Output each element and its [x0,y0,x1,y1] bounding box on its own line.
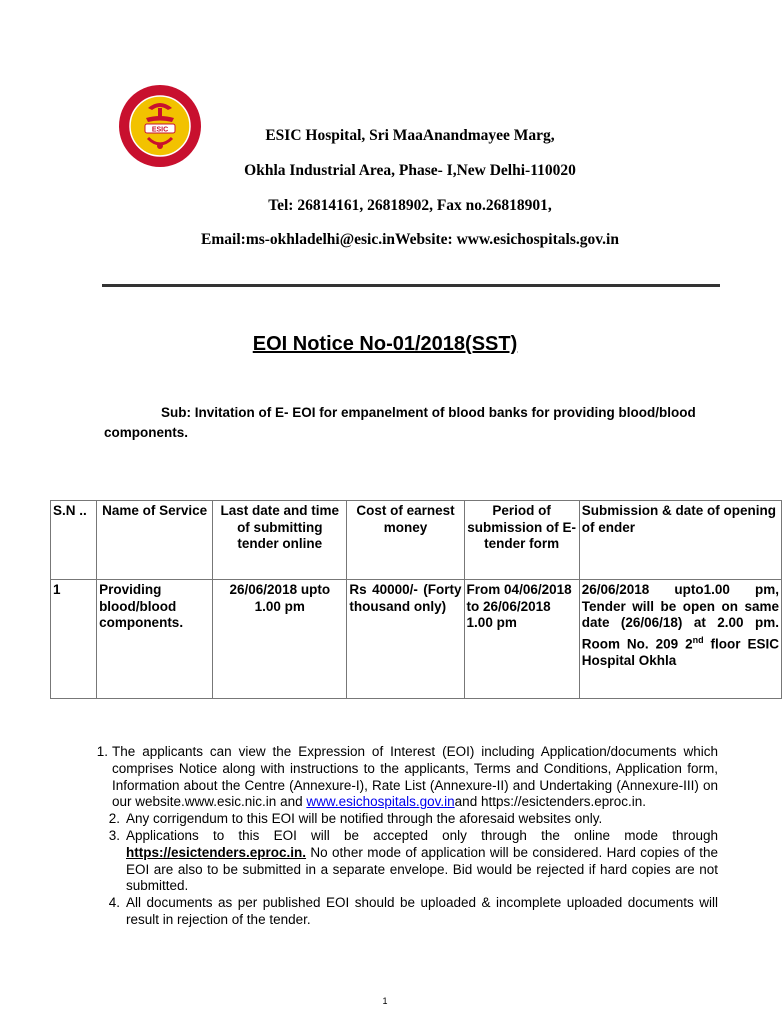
header-phone-line: Tel: 26814161, 26818902, Fax no.26818901, [268,197,552,214]
submission-text-pre: 26/06/2018 upto1.00 pm, Tender will be open on same date (26/06/18) at 2.00 pm. Room No. 209 2 [581,582,779,651]
list-item-text: Applications to this EOI will be accepted only through the online mode through [126,827,718,843]
list-item-text: Any corrigendum to this EOI will be notified through the aforesaid websites only. [126,811,603,827]
header-email-website-line: Email:ms-okhladelhi@esic.inWebsite: www.esichospitals.gov.in [201,231,619,248]
logo-text: ESIC [151,126,169,134]
table-cell-period: From 04/06/2018 to 26/06/2018 1.00 pm [464,580,579,699]
list-item [80,895,718,929]
list-item-text: All documents as per published EOI should be uploaded & incomplete uploaded documents will result in rejection of the tender. [126,895,718,927]
list-item-number: 3. [108,827,120,843]
list-item-text: The applicants can view the Expression of Interest (EOI) including Application/documents which comprises Notice along with instructions to the applicants, Terms and Conditions, Application form, Information about the Centre (Annexure-I), Rate List (Annexure-II) and Undertaking (Annexure-III) on our website.www.esic.nic.in and [112,744,718,810]
list-item-text: No other mode of application will be considered. Hard copies of the EOI are also to be submitted in a separate envelope. Bid would be rejected if hard copies are not submitted. [126,844,718,894]
table-cell-cost: Rs 40000/- (Forty thousand only) [347,580,464,699]
instructions-list [80,744,718,929]
esichospitals-link[interactable]: www.esichospitals.gov.in [306,794,455,810]
table-cell-submission [579,580,781,699]
esictenders-link[interactable]: https://esictenders.eproc.in. [126,844,307,860]
table-header-cell: S.N .. [51,501,97,580]
submission-superscript: nd [692,634,704,645]
list-item-text: and https://esictenders.eproc.in. [454,794,647,810]
list-item-number: 4. [108,895,120,911]
list-item-number: 1. [96,744,108,759]
table-header-cell: Last date and time of submitting tender online [213,501,347,580]
subject-line [104,403,704,443]
table-header-cell: Cost of earnest money [347,501,464,580]
table-cell-sn: 1 [51,580,97,699]
notice-title: EOI Notice No-01/2018(SST) [252,333,518,355]
list-item [80,811,718,828]
table-header-cell: Name of Service [97,501,213,580]
header-divider [102,284,720,287]
table-header-cell: Period of submission of E-tender form [464,501,579,580]
header-address-line-1: ESIC Hospital, Sri MaaAnandmayee Marg, [265,127,555,144]
table-cell-last-date: 26/06/2018 upto 1.00 pm [213,580,347,699]
page-number: 1 [382,996,388,1006]
list-item [80,828,718,895]
list-item [80,744,718,811]
list-item-number: 2. [108,811,120,827]
tender-table [50,500,782,699]
table-row [51,580,782,699]
header-address-line-2: Okhla Industrial Area, Phase- I,New Delhi-110020 [244,162,576,179]
subject-text: Sub: Invitation of E- EOI for empanelment of blood banks for providing blood/blood components. [104,405,696,440]
table-cell-service: Providing blood/blood components. [97,580,213,699]
table-header-cell: Submission & date of opening of ender [579,501,781,580]
submission-text-post: floor ESIC Hospital Okhla [581,636,779,668]
table-header-row [51,501,782,580]
esic-emblem-icon [118,84,202,168]
